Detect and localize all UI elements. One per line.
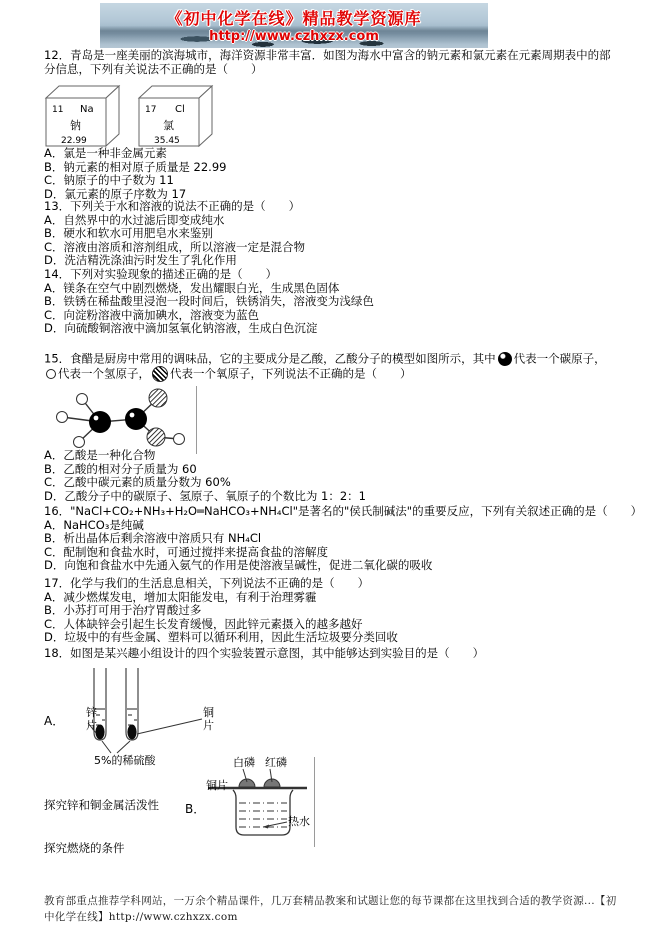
option-a: A．NaHCO₃是纯碱 bbox=[44, 517, 144, 532]
acetic-acid-molecule-diagram bbox=[52, 386, 194, 454]
experiment-b-diagram bbox=[205, 755, 313, 847]
element-symbol: Na bbox=[80, 104, 94, 115]
option-c: C．向淀粉溶液中滴加碘水，溶液变为蓝色 bbox=[44, 307, 260, 322]
footer-text: 教育部重点推荐学科网站，一万余个精品课件，几万套精品教案和试题让您的每节课都在这里找到合适的教学资源...【初中化学在线】http://www.czhxzx.com bbox=[44, 895, 617, 923]
element-cube-na bbox=[44, 84, 122, 148]
option-c: C．溶液由溶质和溶剂组成，所以溶液一定是混合物 bbox=[44, 239, 306, 254]
option-b: B．钠元素的相对原子质量是 22.99 bbox=[44, 159, 227, 174]
question-15-options bbox=[44, 449, 366, 503]
red-phosphorus-label: 红磷 bbox=[265, 756, 287, 769]
option-d: D．向饱和食盐水中先通入氨气的作用是使溶液呈碱性，促进二氧化碳的吸收 bbox=[44, 558, 433, 573]
option-d: D．垃圾中的有些金属、塑料可以循环利用，因此生活垃圾要分类回收 bbox=[44, 630, 398, 645]
atomic-number: 11 bbox=[52, 105, 64, 115]
stem-text: 15．食醋是厨房中常用的调味品，它的主要成分是乙酸，乙酸分子的模型如图所示，其中 bbox=[44, 351, 496, 366]
option-d: D．向硫酸铜溶液中滴加氢氧化钠溶液，生成白色沉淀 bbox=[44, 321, 318, 336]
element-name: 钠 bbox=[70, 119, 81, 132]
periodic-table-cubes-image bbox=[44, 84, 215, 152]
question-17 bbox=[44, 577, 398, 645]
option-d: D．乙酸分子中的碳原子、氢原子、氧原子的个数比为 1：2：1 bbox=[44, 488, 366, 503]
experiment-b-caption: 探究燃烧的条件 bbox=[44, 841, 125, 855]
atomic-mass: 35.45 bbox=[154, 136, 180, 146]
hydrogen-label: 代表一个氢原子， bbox=[58, 366, 150, 381]
carbon-atom bbox=[125, 408, 147, 430]
oxygen-label: 代表一个氧原子，下列说法不正确的是（ ） bbox=[170, 366, 412, 381]
question-15-stem-line1 bbox=[44, 352, 634, 366]
banner-title: 《初中化学在线》精品教学资源库 bbox=[166, 9, 422, 28]
white-phosphorus-label: 白磷 bbox=[233, 756, 255, 769]
option-d: D．氯元素的原子序数为 17 bbox=[44, 186, 187, 201]
option-c: C．钠原子的中子数为 11 bbox=[44, 173, 174, 188]
experiment-a-caption: 探究锌和铜金属活泼性 bbox=[44, 798, 159, 812]
element-name: 氯 bbox=[163, 119, 175, 132]
carbon-atom-icon bbox=[498, 352, 512, 366]
option-a: A．镁条在空气中剧烈燃烧，发出耀眼白光，生成黑色固体 bbox=[44, 280, 340, 295]
option-b: B．乙酸的相对分子质量为 60 bbox=[44, 461, 197, 476]
question-13 bbox=[44, 200, 305, 268]
question-18-stem: 18．如图是某兴趣小组设计的四个实验装置示意图，其中能够达到实验目的是（ ） bbox=[44, 646, 485, 660]
option-a: A．自然界中的水过滤后即变成纯水 bbox=[44, 212, 225, 227]
element-cube-cl bbox=[137, 84, 215, 148]
option-a: A．氯是一种非金属元素 bbox=[44, 146, 167, 160]
copper-piece bbox=[127, 725, 136, 740]
question-12-options bbox=[44, 147, 226, 201]
question-15-stem bbox=[44, 352, 634, 382]
oxygen-atom bbox=[147, 428, 165, 446]
question-17-stem: 17．化学与我们的生活息息相关，下列说法不正确的是（ ） bbox=[44, 576, 370, 590]
site-banner-image bbox=[100, 3, 488, 48]
question-16-stem: 16．"NaCl+CO₂+NH₃+H₂O═NaHCO₃+NH₄Cl"是著名的"侯氏制碱法"的重要反应，下列有关叙述正确的是（ ） bbox=[44, 504, 643, 518]
atomic-number: 17 bbox=[145, 105, 157, 115]
beaker bbox=[233, 790, 293, 835]
copper-sheet-label: 铜片 bbox=[206, 779, 228, 792]
hydrogen-atom bbox=[174, 434, 185, 445]
carbon-label: 代表一个碳原子， bbox=[513, 351, 606, 366]
white-phosphorus-mound bbox=[239, 779, 255, 787]
table-border-line bbox=[196, 386, 197, 454]
table-border-line bbox=[314, 757, 315, 847]
question-12-stem: 12．青岛是一座美丽的滨海城市，海洋资源非常丰富．如图为海水中富含的钠元素和氯元素在元素周期表中的部分信息，下列有关说法不正确的是（ ） bbox=[44, 48, 611, 76]
atomic-mass: 22.99 bbox=[61, 136, 87, 146]
hydrogen-atom bbox=[57, 412, 68, 423]
option-b: B．硬水和软水可用肥皂水来鉴别 bbox=[44, 226, 213, 241]
option-c: C．配制饱和食盐水时，可通过搅拌来提高食盐的溶解度 bbox=[44, 544, 329, 559]
option-c: C．乙酸中碳元素的质量分数为 60% bbox=[44, 475, 231, 490]
hot-water-label: 热水 bbox=[288, 815, 310, 828]
option-a: A．乙酸是一种化合物 bbox=[44, 448, 156, 462]
element-symbol: Cl bbox=[175, 104, 185, 115]
hydrogen-atom bbox=[74, 437, 85, 448]
banner-url: http://www.czhxzx.com bbox=[209, 29, 379, 44]
question-15-stem-line2 bbox=[44, 366, 634, 382]
question-14 bbox=[44, 268, 374, 336]
hydrogen-atom-icon bbox=[46, 369, 56, 379]
copper-piece-label: 铜片 bbox=[203, 706, 214, 732]
option-c: C．人体缺锌会引起生长发育缓慢，因此锌元素摄入的越多越好 bbox=[44, 616, 363, 631]
option-a-letter: A． bbox=[44, 714, 65, 728]
question-13-stem: 13．下列关于水和溶液的说法不正确的是（ ） bbox=[44, 199, 301, 213]
option-b: B．小苏打可用于治疗胃酸过多 bbox=[44, 603, 202, 618]
option-b: B．析出晶体后剩余溶液中溶质只有 NH₄Cl bbox=[44, 531, 262, 546]
question-14-stem: 14．下列对实验现象的描述正确的是（ ） bbox=[44, 267, 278, 281]
option-b: B．铁锈在稀盐酸里浸泡一段时间后，铁锈消失，溶液变为浅绿色 bbox=[44, 294, 374, 309]
option-d: D．洗洁精洗涤油污时发生了乳化作用 bbox=[44, 253, 237, 268]
question-16 bbox=[44, 505, 642, 573]
option-b-letter: B． bbox=[185, 802, 206, 816]
hydrogen-atom bbox=[77, 394, 88, 405]
option-a: A．减少燃煤发电，增加太阳能发电，有利于治理雾霾 bbox=[44, 589, 317, 604]
oxygen-atom-icon bbox=[152, 366, 168, 382]
oxygen-atom bbox=[149, 389, 167, 407]
zinc-piece-label: 锌片 bbox=[86, 706, 97, 732]
carbon-atom bbox=[89, 411, 111, 433]
dilute-acid-label: 5%的稀硫酸 bbox=[94, 754, 156, 767]
